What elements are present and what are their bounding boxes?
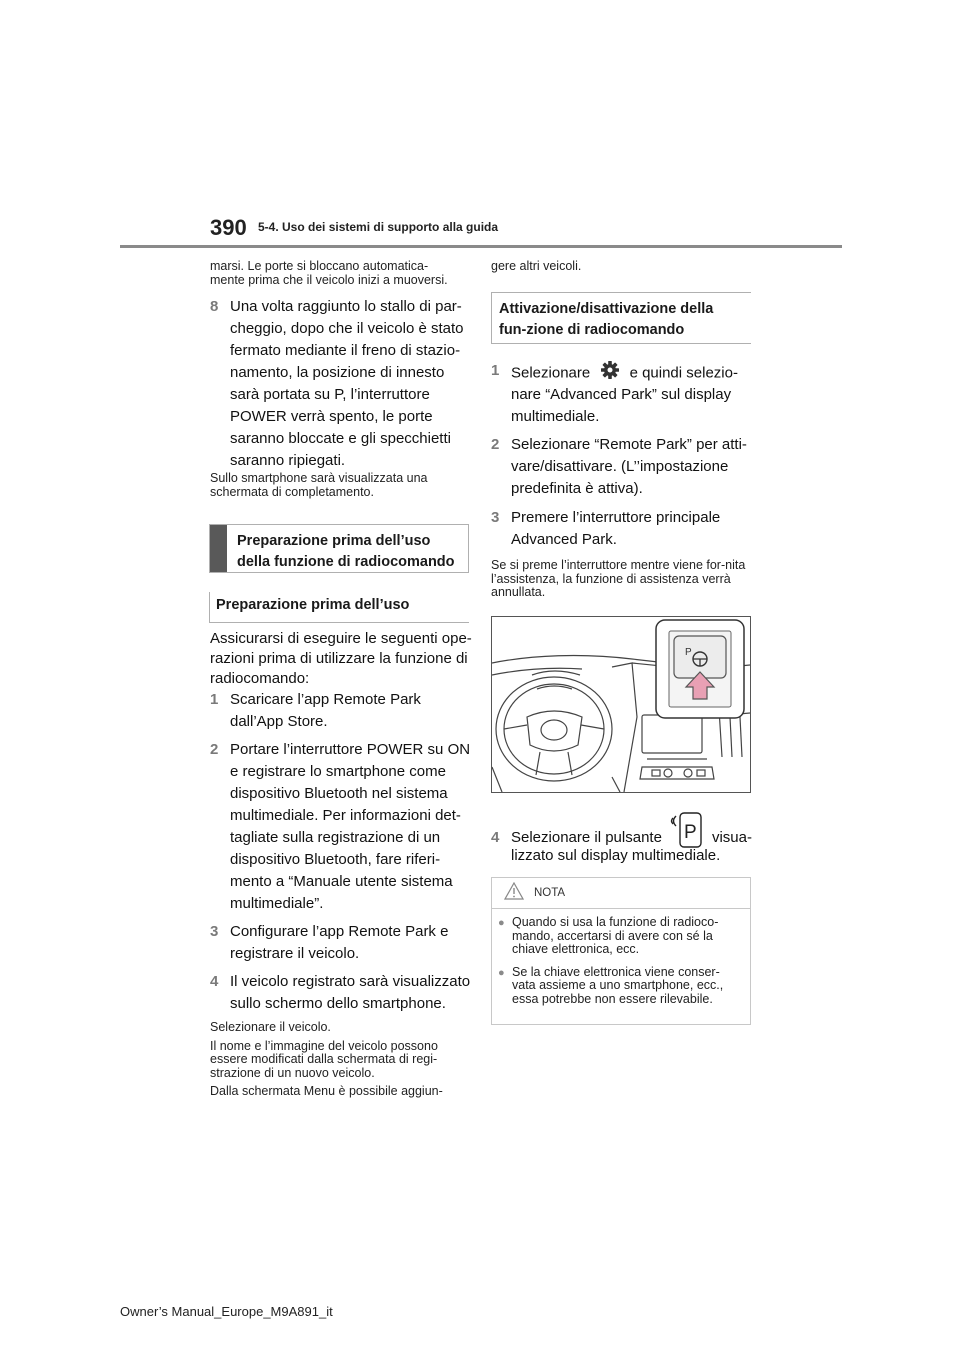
step-text: Configurare l’app Remote Park e registrare il veicolo. xyxy=(230,923,449,962)
step-text: Scaricare l’app Remote Park dall’App Store. xyxy=(230,691,421,730)
step-number: 8 xyxy=(210,298,219,315)
after-note-2: Il nome e l’immagine del veicolo possono essere modificati dalla schermata di regi-strazione di un nuovo veicolo. xyxy=(210,1038,438,1080)
step-text-post: e quindi selezio- xyxy=(629,364,738,382)
step-3-note: Se si preme l’interruttore mentre viene for-nita l’assistenza, la funzione di assistenza verrà annullata. xyxy=(491,558,746,599)
note-box xyxy=(491,877,751,1025)
prep-step-4 xyxy=(210,971,472,1015)
step-number: 1 xyxy=(210,691,219,708)
note-item-text: Quando si usa la funzione di radioco-mando, accertarsi di avere con sé la chiave elettronica, ecc. xyxy=(512,915,719,956)
prep-step-2 xyxy=(210,739,472,915)
section-box-heading-label: Preparazione prima dell’uso della funzione di radiocomando xyxy=(237,533,455,570)
subheading-rule xyxy=(209,622,469,623)
prep-step-1 xyxy=(210,689,472,733)
intro-line-1: marsi. Le porte si bloccano automatica- xyxy=(210,259,429,273)
activation-step-1-rest: nare “Advanced Park” sul display multimediale. xyxy=(511,386,732,425)
activation-step-4-rest: lizzato sul display multimediale. xyxy=(511,847,721,864)
step-text-pre: Selezionare xyxy=(511,364,591,382)
continued-text: gere altri veicoli. xyxy=(491,259,582,273)
after-note-1: Selezionare il veicolo. xyxy=(210,1020,331,1034)
subheading-left-rule xyxy=(209,592,210,622)
step-number: 2 xyxy=(210,741,219,758)
step-8 xyxy=(210,296,472,472)
step-text xyxy=(511,360,753,387)
step-text: Selezionare “Remote Park” per atti-vare/disattivare. (L’’impostazione predefinita è attiva). xyxy=(511,436,747,497)
step-number: 1 xyxy=(491,362,500,379)
step-text-post: visua- xyxy=(711,828,752,846)
heading-bar xyxy=(210,525,227,572)
section-title: 5-4. Uso dei sistemi di supporto alla guida xyxy=(258,220,499,234)
section-box-heading-2-label: Attivazione/disattivazione della fun-zione di radiocomando xyxy=(499,301,714,338)
step-number: 4 xyxy=(210,973,219,990)
step-text-pre: Selezionare il pulsante xyxy=(511,828,662,846)
note-item xyxy=(492,916,750,957)
activation-step-1 xyxy=(491,360,753,387)
gear-icon xyxy=(600,360,620,387)
section-box-heading xyxy=(209,524,469,573)
note-items xyxy=(492,909,750,1006)
p-icon-label: P xyxy=(683,822,697,843)
footer-text: Owner’s Manual_Europe_M9A891_it xyxy=(120,1304,333,1319)
note-item-text: Se la chiave elettronica viene conser-vata assieme a uno smartphone, ecc., essa potrebbe non essere rilevabile. xyxy=(512,964,724,1006)
step-8-note: Sullo smartphone sarà visualizzata una schermata di completamento. xyxy=(210,471,428,499)
bullet-icon: ● xyxy=(498,917,505,929)
step-text: Una volta raggiunto lo stallo di par-cheggio, dopo che il veicolo è stato fermato mediante il freno di stazio-namento, la posizione di innesto sarà portata su P, l’interruttore POWER verrà spento, le porte saranno bloccate e gli specchietti saranno ripiegati. xyxy=(230,298,464,469)
note-title: NOTA xyxy=(534,887,566,899)
step-text: Premere l’interruttore principale Advanced Park. xyxy=(511,509,721,548)
subheading: Preparazione prima dell’uso xyxy=(216,597,410,613)
note-item xyxy=(492,966,750,1007)
note-header xyxy=(492,878,750,909)
prep-intro: Assicurarsi di eseguire le seguenti ope-razioni prima di utilizzare la funzione di radiocomando: xyxy=(210,630,472,687)
page-number: 390 xyxy=(210,215,247,240)
step-text: Portare l’interruttore POWER su ON e registrare lo smartphone come dispositivo Bluetooth nel sistema multimediale. Per informazioni det-tagliate sulla registrazione di un dispositivo Bluetooth, fare riferi-mento a “Manuale utente sistema multimediale”. xyxy=(230,741,471,912)
step-text: Il veicolo registrato sarà visualizzato sullo schermo dello smartphone. xyxy=(230,973,471,1012)
intro-continued xyxy=(210,259,472,287)
after-note-3: Dalla schermata Menu è possibile aggiun- xyxy=(210,1084,443,1098)
step-number: 3 xyxy=(210,923,219,940)
section-box-heading-2 xyxy=(491,292,751,344)
step-number: 3 xyxy=(491,509,500,526)
dashboard-illustration xyxy=(492,617,750,792)
activation-step-3 xyxy=(491,507,753,551)
dashboard-figure xyxy=(491,616,751,793)
header-divider xyxy=(120,245,842,248)
intro-line-2: mente prima che il veicolo inizi a muoversi. xyxy=(210,273,448,287)
activation-step-2 xyxy=(491,434,753,500)
bullet-icon: ● xyxy=(498,966,505,979)
prep-step-3 xyxy=(210,921,472,965)
step-number: 2 xyxy=(491,436,500,453)
prep-steps xyxy=(210,689,472,1104)
switch-label: P xyxy=(685,647,692,658)
step-number: 4 xyxy=(491,828,500,846)
warning-triangle-icon xyxy=(504,882,524,905)
